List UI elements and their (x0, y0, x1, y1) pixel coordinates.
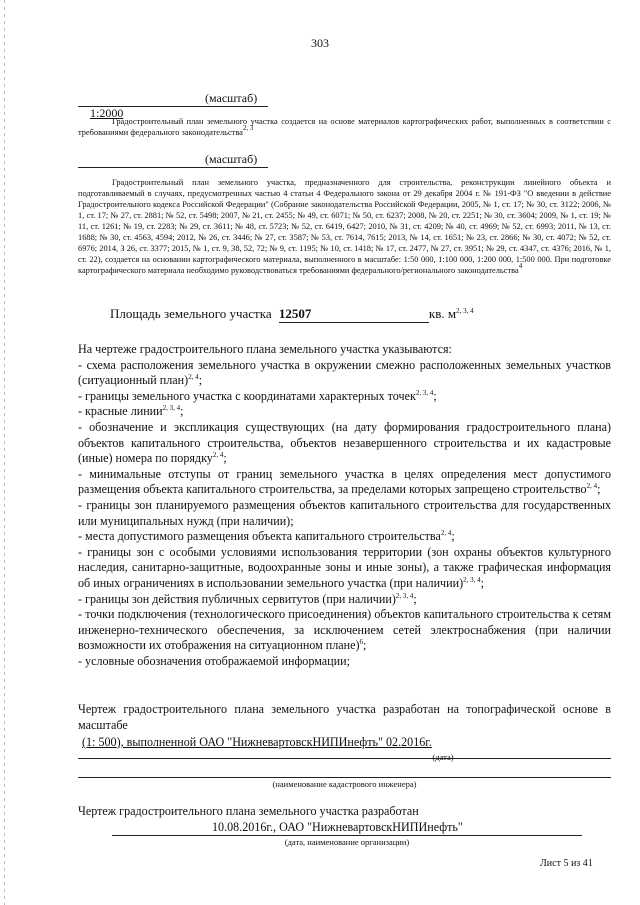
scale-underline-1 (78, 106, 268, 107)
developed-caption: (дата, наименование организации) (284, 837, 410, 847)
engineer-underline (78, 777, 611, 778)
topo-date-caption: (дата) (432, 752, 454, 762)
binding-edge (4, 0, 5, 905)
list-item: - границы зон с особыми условиями использования территории (зон охраны объектов культурного наследия, санитарно-защитные, водоохранные зоны и иные зоны), а также графическая информация об иных ограничениях в использовании земельного участка (при наличии)$^{2, 3, 4}$; (78, 544, 611, 590)
list-item: - границы зон планируемого размещения объектов капитального строительства для государственных или муниципальных нужд (при наличии); (78, 497, 611, 528)
list-item: - границы зон действия публичных сервитутов (при наличии)$^{2, 3, 4}$; (78, 591, 417, 606)
sheet-number: Лист 5 из 41 (540, 858, 593, 869)
topo-underline (78, 758, 611, 759)
list-item: - минимальные отступы от границ земельного участка в целях определения мест допустимого размещения объекта капитального строительства, за пределами которых запрещено строительство$^{2, 4}$; (78, 466, 611, 497)
list-item: - места допустимого размещения объекта капитального строительства$^{2, 4}$; (78, 529, 455, 544)
list-item: - красные линии$^{2, 3, 4}$; (78, 404, 184, 419)
area-label: Площадь земельного участка (110, 306, 272, 321)
list-item: - границы земельного участка с координатами характерных точек$^{2, 3, 4}$; (78, 388, 437, 403)
topo-basis (78, 702, 611, 751)
topo-organization: ), выполненной ОАО "НижневартовскНИПИнефть" 02.2016г. (116, 735, 432, 750)
scale-label-1: (масштаб) (205, 91, 258, 105)
developed-date-org: 10.08.2016г., ОАО "НижневартовскНИПИнефть" (212, 820, 463, 834)
scale-note-1: Градостроительный план земельного участка создается на основе материалов картографических работ, выполненных в соответствии с требованиями федерального законодательства$^{2, 3}$ (78, 117, 611, 137)
scale-underline-2 (78, 167, 268, 168)
topo-line: Чертеж градостроительного плана земельного участка разработан на топографической основе в масштабе (78, 702, 611, 732)
drawing-contents (78, 342, 611, 669)
scale-label-2: (масштаб) (205, 152, 258, 166)
list-item: - точки подключения (технологического присоединения) объектов капитального строительства к сетям инженерно-технического обеспечения, за исключением сетей электроснабжения (при наличии возможности их отображения на ситуационном плане)$^6$; (78, 607, 611, 653)
developed-line: Чертеж градостроительного плана земельного участка разработан (78, 804, 419, 818)
page-number: 303 (311, 36, 329, 50)
engineer-caption: (наименование кадастрового инженера) (272, 779, 417, 789)
area-line: Площадь земельного участка 12507 кв. $м^{2, 3, 4}$ (110, 306, 474, 321)
area-value: 12507 (278, 306, 312, 321)
contents-intro: На чертеже градостроительного плана земельного участка указываются: (78, 342, 452, 356)
area-unit: кв. м (428, 306, 457, 321)
scale-value-1: 1:2000 (90, 106, 124, 120)
list-item: - обозначение и экспликация существующих (на дату формирования градостроительного плана) объектов капитального строительства, объектов незавершенного строительства и их кадастровые (иные) номера по порядку$^{2, 4}$; (78, 419, 611, 466)
scale-note-2: Градостроительный план земельного участка, предназначенного для строительства, реконструкции линейного объекта и подготавливаемый в случаях, предусмотренных частью 4 статьи 4 Федерального закона от 29 декабря 2004 г. № 191-ФЗ "О введении в действие Градостроительного кодекса Российской Федерации" (Собрание законодательства Российской Федерации, 2005, № 1, ст. 17; № 30, ст. 3122; 2006, № 1, ст. 17; № 27, ст. 2881; № 52, ст. 5498; 2007, № 21, ст. 2455; № 49, ст. 6071; № 50, ст. 6237; 2008, № 20, ст. 2251; № 30, ст. 3604; 2009, № 1, ст. 19; № 11, ст. 1261; № 19, ст. 2283; № 29, ст. 3611; № 48, ст. 5723; № 52, ст. 6419, 6427; 2010, № 31, ст. 4209; № 40, ст. 4969; № 52, ст. 6993; 2011, № 13, ст. 1688; № 30, ст. 4563, 4594; 2012, № 26, ст. 3446; № 27, ст. 3587; № 53, ст. 7614, 7615; 2013, № 14, ст. 1651; № 23, ст. 2866; № 30, ст. 4072; № 52, ст. 6976; 2014, З 26, ст. 3377; 2015, № 1, ст. 9, 38, 52, 72; № 9, ст. 1195; № 10, ст. 1418; № 17, ст. 2477, № 27, ст. 3951; № 29, ст. 4347, ст. 4376; 2016, № 1, ст. 22), создается на основании картографического материала, выполненного в масштабе: 1:50 000, 1:100 000, 1:200 000, 1:500 000. При подготовке картографического материала необходимо руководствоваться требованиями федерального/регионального законодательства$^4$ (78, 178, 611, 275)
list-item: - условные обозначения отображаемой информации; (78, 653, 350, 668)
developed-block (78, 804, 611, 820)
topo-scale-line (78, 735, 611, 751)
list-item: - схема расположения земельного участка в окружении смежно расположенных земельных участков (ситуационный план)$^{2, 4}$; (78, 357, 611, 388)
topo-scale: (1: 500 (82, 735, 117, 750)
developed-underline (112, 835, 582, 836)
